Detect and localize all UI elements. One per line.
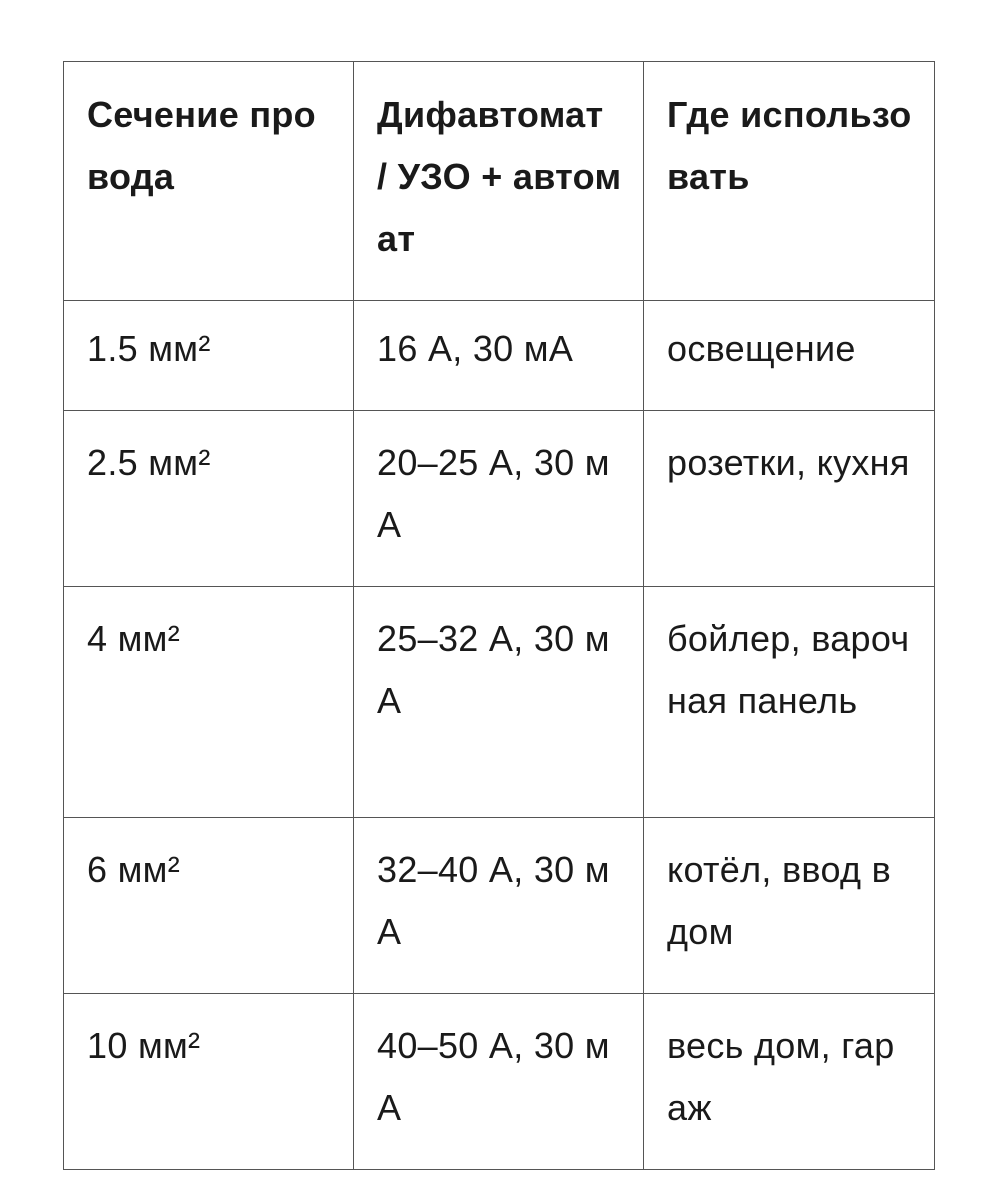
cell-wire-section: 4 мм² <box>64 587 354 818</box>
cell-breaker: 40–50 А, 30 мА <box>354 994 644 1170</box>
table-row <box>64 587 935 818</box>
cell-breaker: 16 А, 30 мА <box>354 301 644 411</box>
cell-wire-section: 1.5 мм² <box>64 301 354 411</box>
header-usage: Где использовать <box>644 62 935 301</box>
cell-breaker: 20–25 А, 30 мА <box>354 411 644 587</box>
cell-wire-section: 6 мм² <box>64 818 354 994</box>
table-row <box>64 994 935 1170</box>
cell-usage: бойлер, варочная панель <box>644 587 935 818</box>
table-row <box>64 411 935 587</box>
cell-breaker: 25–32 А, 30 мА <box>354 587 644 818</box>
cell-wire-section: 10 мм² <box>64 994 354 1170</box>
cell-wire-section: 2.5 мм² <box>64 411 354 587</box>
cell-usage: освещение <box>644 301 935 411</box>
table-row <box>64 818 935 994</box>
cell-usage: розетки, кухня <box>644 411 935 587</box>
cell-usage: весь дом, гараж <box>644 994 935 1170</box>
table-row <box>64 301 935 411</box>
cell-usage: котёл, ввод в дом <box>644 818 935 994</box>
table-header-row <box>64 62 935 301</box>
header-breaker: Дифавтомат / УЗО + автомат <box>354 62 644 301</box>
cell-breaker: 32–40 А, 30 мА <box>354 818 644 994</box>
header-wire-section: Сечение провода <box>64 62 354 301</box>
wire-breaker-table <box>63 61 935 1170</box>
